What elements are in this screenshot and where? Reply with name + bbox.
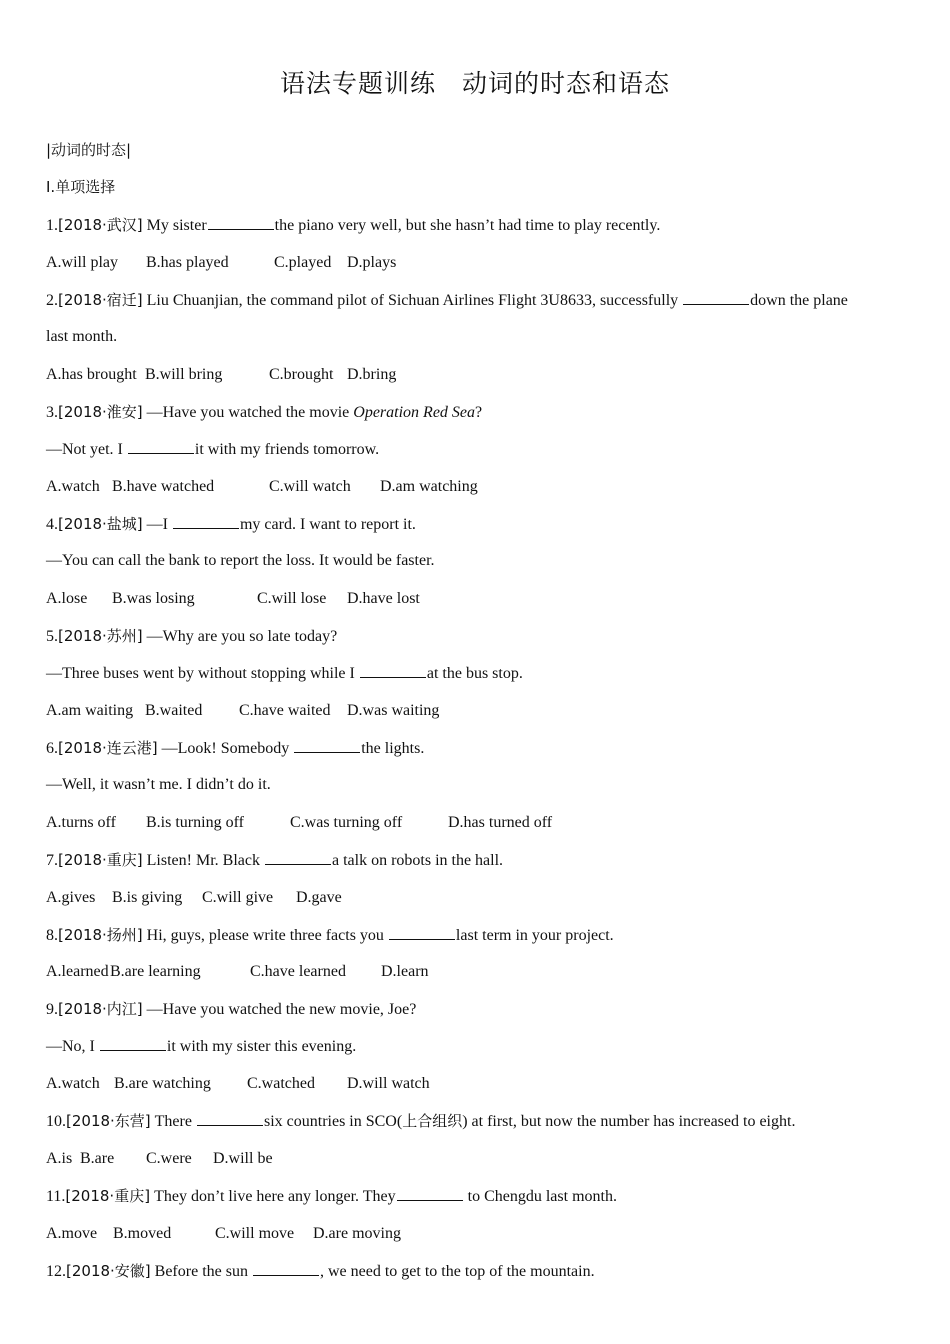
q-text: —Not yet. I: [46, 441, 127, 458]
options-5: [46, 701, 439, 721]
option-c: C.will watch: [269, 478, 351, 495]
q-text: There: [150, 1113, 196, 1130]
title-part1: 语法专题训练: [279, 69, 436, 98]
q-text: the lights.: [361, 740, 425, 757]
q-source: [2018·盐城]: [58, 515, 143, 533]
answer-blank: [683, 290, 749, 305]
option-d: D.will be: [213, 1150, 273, 1167]
q-number: 7.: [46, 852, 58, 869]
q-text: ) at first, but now the number has increased to eight.: [462, 1113, 796, 1130]
question-5-reply: [46, 663, 523, 684]
q-number: 4.: [46, 516, 58, 533]
q-text: My sister: [142, 217, 207, 234]
option-b: B.have watched: [112, 478, 215, 495]
subsection-heading: Ⅰ.单项选择: [46, 178, 116, 196]
q-text: to Chengdu last month.: [463, 1188, 617, 1205]
answer-blank: [173, 514, 239, 529]
option-a: A.is: [46, 1150, 73, 1167]
q-number: 11.: [46, 1188, 66, 1205]
option-a: A.lose: [46, 590, 88, 607]
q-number: 8.: [46, 927, 58, 944]
question-8: [46, 925, 614, 946]
q-text: my card. I want to report it.: [239, 516, 416, 533]
option-d: D.plays: [347, 254, 397, 271]
option-d: D.gave: [296, 889, 342, 906]
page-title: [0, 64, 950, 100]
answer-blank: [208, 215, 274, 230]
section-heading: |动词的时态|: [46, 141, 132, 159]
answer-blank: [100, 1036, 166, 1051]
q-text: at the bus stop.: [426, 665, 523, 682]
options-3: [46, 477, 478, 497]
options-10: [46, 1149, 273, 1169]
options-8: [46, 962, 429, 982]
q-text: ?: [475, 404, 483, 421]
q-source: [2018·扬州]: [58, 926, 143, 944]
option-c: C.have waited: [239, 702, 331, 719]
option-a: A.will play: [46, 254, 118, 271]
q-text: Liu Chuanjian, the command pilot of Sichuan Airlines Flight 3U8633, successfully: [142, 292, 683, 309]
options-1: [46, 253, 396, 273]
options-6: [46, 813, 552, 833]
answer-blank: [389, 925, 455, 940]
answer-blank: [253, 1261, 319, 1276]
q-source: [2018·武汉]: [58, 216, 143, 234]
option-a: A.gives: [46, 889, 96, 906]
q-text: —Look! Somebody: [157, 740, 294, 757]
q-source: [2018·苏州]: [58, 627, 143, 645]
q-source: [2018·连云港]: [58, 739, 158, 757]
q-text: down the plane: [750, 292, 848, 309]
answer-blank: [397, 1186, 463, 1201]
question-2-cont: last month.: [46, 328, 118, 345]
option-a: A.watch: [46, 478, 100, 495]
option-d: D.has turned off: [448, 814, 553, 831]
option-d: D.was waiting: [347, 702, 440, 719]
option-a: A.am waiting: [46, 702, 134, 719]
q-text: —Have you watched the movie: [142, 404, 354, 421]
options-7: [46, 888, 342, 908]
q-source: [2018·宿迁]: [58, 291, 143, 309]
q-number: 9.: [46, 1001, 58, 1018]
option-d: D.learn: [381, 963, 429, 980]
q-number: 1.: [46, 217, 58, 234]
question-11: [46, 1186, 617, 1207]
option-c: C.will move: [215, 1225, 295, 1242]
question-9-reply: [46, 1036, 356, 1057]
option-b: B.waited: [145, 702, 203, 719]
question-4: [46, 514, 416, 535]
option-d: D.am watching: [380, 478, 478, 495]
option-b: B.has played: [146, 254, 229, 271]
options-9: [46, 1074, 430, 1094]
option-b: B.is giving: [112, 889, 183, 906]
option-b: B.was losing: [112, 590, 195, 607]
question-3-reply: [46, 439, 379, 460]
answer-blank: [360, 663, 426, 678]
option-c: C.will give: [202, 889, 274, 906]
q-number: 10.: [46, 1113, 66, 1130]
option-a: A.move: [46, 1225, 98, 1242]
option-b: B.will bring: [145, 366, 223, 383]
option-c: C.brought: [269, 366, 334, 383]
options-2: [46, 365, 396, 385]
option-c: C.were: [146, 1150, 192, 1167]
q-text: They don’t live here any longer. They: [150, 1188, 396, 1205]
option-c: C.was turning off: [290, 814, 403, 831]
question-6: [46, 738, 424, 759]
q-source: [2018·重庆]: [58, 851, 143, 869]
option-b: B.is turning off: [146, 814, 244, 831]
answer-blank: [197, 1111, 263, 1126]
question-4-reply: —You can call the bank to report the loss. It would be faster.: [46, 552, 435, 569]
option-c: C.played: [274, 254, 332, 271]
answer-blank: [265, 850, 331, 865]
q-text: a talk on robots in the hall.: [331, 852, 504, 869]
option-a: A.watch: [46, 1075, 100, 1092]
q-source: [2018·内江]: [58, 1000, 143, 1018]
q-text: Hi, guys, please write three facts you: [142, 927, 388, 944]
options-11: [46, 1224, 401, 1244]
q-text: Listen! Mr. Black: [142, 852, 264, 869]
question-6-reply: —Well, it wasn’t me. I didn’t do it.: [46, 776, 271, 793]
option-c: C.watched: [247, 1075, 315, 1092]
q-number: 3.: [46, 404, 58, 421]
q-text: six countries in SCO(: [263, 1113, 403, 1130]
option-b: B.moved: [113, 1225, 172, 1242]
question-12: [46, 1261, 595, 1282]
question-1: [46, 215, 660, 236]
q-number: 6.: [46, 740, 58, 757]
title-part2: 动词的时态和语态: [462, 69, 671, 98]
option-d: D.are moving: [313, 1225, 401, 1242]
question-10: [46, 1111, 795, 1132]
q-source: [2018·淮安]: [58, 403, 143, 421]
q-text: —No, I: [46, 1038, 99, 1055]
option-a: A.has brought: [46, 366, 137, 383]
q-number: 5.: [46, 628, 58, 645]
option-a: A.learned: [46, 963, 109, 980]
option-d: D.bring: [347, 366, 397, 383]
q-number: 2.: [46, 292, 58, 309]
option-b: B.are learning: [110, 963, 201, 980]
option-b: B.are watching: [114, 1075, 211, 1092]
q-source: [2018·安徽]: [66, 1262, 151, 1280]
option-d: D.have lost: [347, 590, 420, 607]
option-a: A.turns off: [46, 814, 116, 831]
q-text: —Have you watched the new movie, Joe?: [142, 1001, 417, 1018]
q-cn-note: 上合组织: [402, 1112, 463, 1130]
q-text: the piano very well, but she hasn’t had time to play recently.: [274, 217, 661, 234]
question-7: [46, 850, 503, 871]
question-2: [46, 290, 848, 311]
answer-blank: [294, 738, 360, 753]
option-c: C.have learned: [250, 963, 346, 980]
q-text: Before the sun: [150, 1263, 252, 1280]
movie-title: Operation Red Sea: [353, 404, 476, 421]
q-text: it with my sister this evening.: [166, 1038, 357, 1055]
q-text: it with my friends tomorrow.: [194, 441, 380, 458]
q-text: last term in your project.: [455, 927, 614, 944]
q-text: —I: [142, 516, 172, 533]
question-3: [46, 402, 482, 423]
option-c: C.will lose: [257, 590, 327, 607]
q-number: 12.: [46, 1263, 66, 1280]
question-5: [46, 626, 337, 647]
q-text: —Why are you so late today?: [142, 628, 338, 645]
option-d: D.will watch: [347, 1075, 430, 1092]
q-text: , we need to get to the top of the mountain.: [319, 1263, 595, 1280]
q-source: [2018·重庆]: [65, 1187, 151, 1205]
question-9: [46, 999, 416, 1020]
answer-blank: [128, 439, 194, 454]
options-4: [46, 589, 420, 609]
option-b: B.are: [80, 1150, 115, 1167]
q-text: —Three buses went by without stopping while I: [46, 665, 359, 682]
q-source: [2018·东营]: [66, 1112, 151, 1130]
